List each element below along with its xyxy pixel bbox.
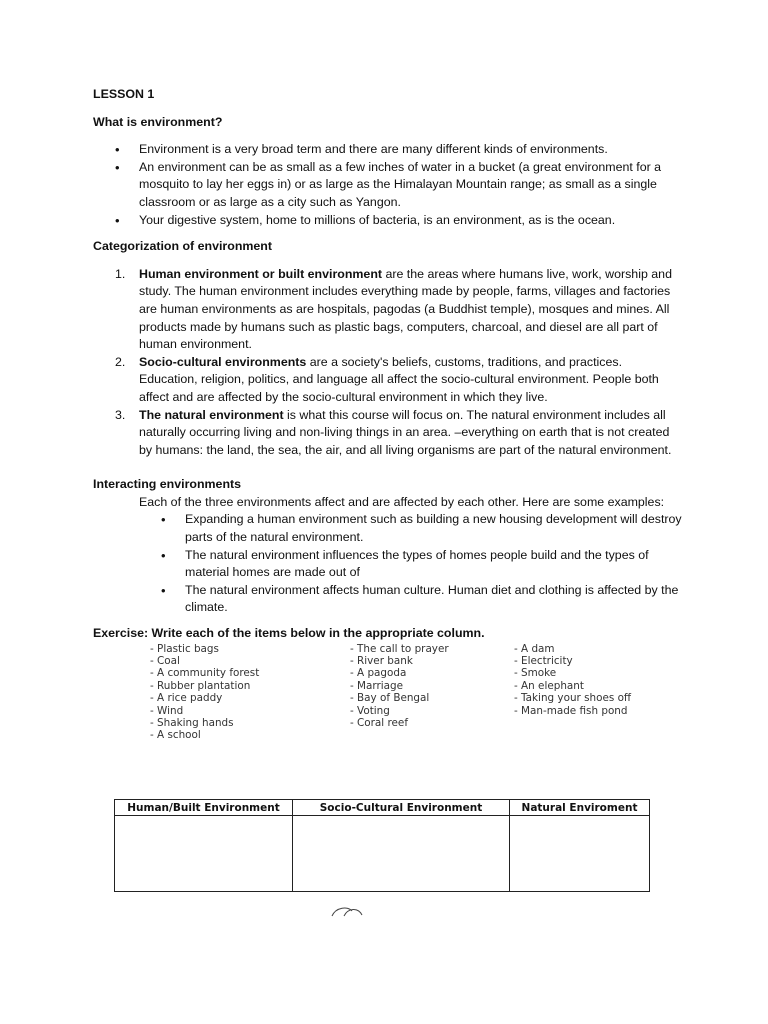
list-item: - Electricity [514,655,573,668]
item-number: 3. [115,407,126,422]
document-page [93,86,683,743]
list-item: - A dam [514,642,555,655]
table-header-row [115,800,650,816]
term: Human environment or built environment [139,266,383,281]
list-item: - Taking your shoes off [514,692,632,705]
answer-cell-natural[interactable] [510,816,650,892]
list-item: - A community forest [150,667,260,680]
list-item: • The natural environment affects human culture. Human diet and clothing is affected by the climate. [93,582,683,617]
example-list [93,511,683,617]
interacting-heading: Interacting environments [93,477,242,492]
list-item: - Voting [350,704,390,717]
table-row [115,816,650,892]
definition: are the areas where humans live, work, worship and study. The human environment includes everything made by people, farms, villages and factories are human environments as are hospitals, pagodas (a Buddhist temple), mosques and mines. All products made by humans such as plastic bags, computers, charcoal, and diesel are all part of human environment. [139,266,672,352]
items-column-2 [350,643,449,730]
categorization-heading: Categorization of environment [93,239,272,254]
answer-cell-human[interactable] [115,816,293,892]
list-item: - Coral reef [350,717,408,730]
list-item: • An environment can be as small as a few inches of water in a bucket (a great environment for a mosquito to lay her eggs in) or as large as the Himalayan Mountain range; as small as a single classroom or as large as a city such as Yangon. [93,159,683,212]
item-number: 1. [115,266,126,281]
header-socio-cultural: Socio-Cultural Environment [293,800,510,816]
list-item: - A pagoda [350,667,407,680]
list-item: - Plastic bags [150,642,219,655]
exercise-table [114,799,650,892]
list-item: • Expanding a human environment such as building a new housing development will destroy parts of the natural environment. [93,511,683,546]
list-item: - Coal [150,655,180,668]
list-item: • Your digestive system, home to millions of bacteria, is an environment, as is the ocean. [93,212,683,230]
term: Socio-cultural environments [139,354,307,369]
list-item: - Man-made fish pond [514,704,628,717]
category-list [93,266,683,460]
header-natural: Natural Enviroment [510,800,650,816]
definition: is what this course will focus on. The natural environment includes all naturally occurring living and non-living things in an area. –everything on earth that is not created by humans: the land, the sea, the air, and all living organisms are part of the natural environment. [139,407,672,457]
exercise-items [93,643,683,743]
list-item: - Rubber plantation [150,679,251,692]
list-item [93,407,683,460]
scribble-mark-icon [330,905,364,917]
list-item: • Environment is a very broad term and there are many different kinds of environments. [93,141,683,159]
list-item: • The natural environment influences the types of homes people build and the types of material homes are made out of [93,547,683,582]
header-human-built: Human/Built Environment [115,800,293,816]
list-item: - The call to prayer [350,642,449,655]
definition: are a society's beliefs, customs, traditions, and practices. Education, religion, politics, and language all affect the socio-cultural environment. People both affect and are affected by the socio-cultural environment in which they live. [139,354,659,404]
list-item: - Shaking hands [150,717,234,730]
list-item: - Smoke [514,667,557,680]
list-item: - Marriage [350,679,403,692]
answer-cell-socio[interactable] [293,816,510,892]
exercise-instruction: Exercise: Write each of the items below in the appropriate column. [93,626,485,641]
interacting-intro: Each of the three environments affect and are affected by each other. Here are some examples: [139,494,665,509]
list-item [93,354,683,407]
items-column-3 [514,643,631,717]
list-item: - River bank [350,655,413,668]
question-heading: What is environment? [93,114,223,129]
list-item: - Wind [150,704,184,717]
list-item: - A school [150,729,201,742]
definition-list [93,141,683,229]
list-item: - A rice paddy [150,692,223,705]
list-item [93,266,683,354]
lesson-title: LESSON 1 [93,87,155,101]
list-item: - Bay of Bengal [350,692,430,705]
item-number: 2. [115,354,126,369]
term: The natural environment [139,407,284,422]
items-column-1 [150,643,259,742]
list-item: - An elephant [514,679,584,692]
